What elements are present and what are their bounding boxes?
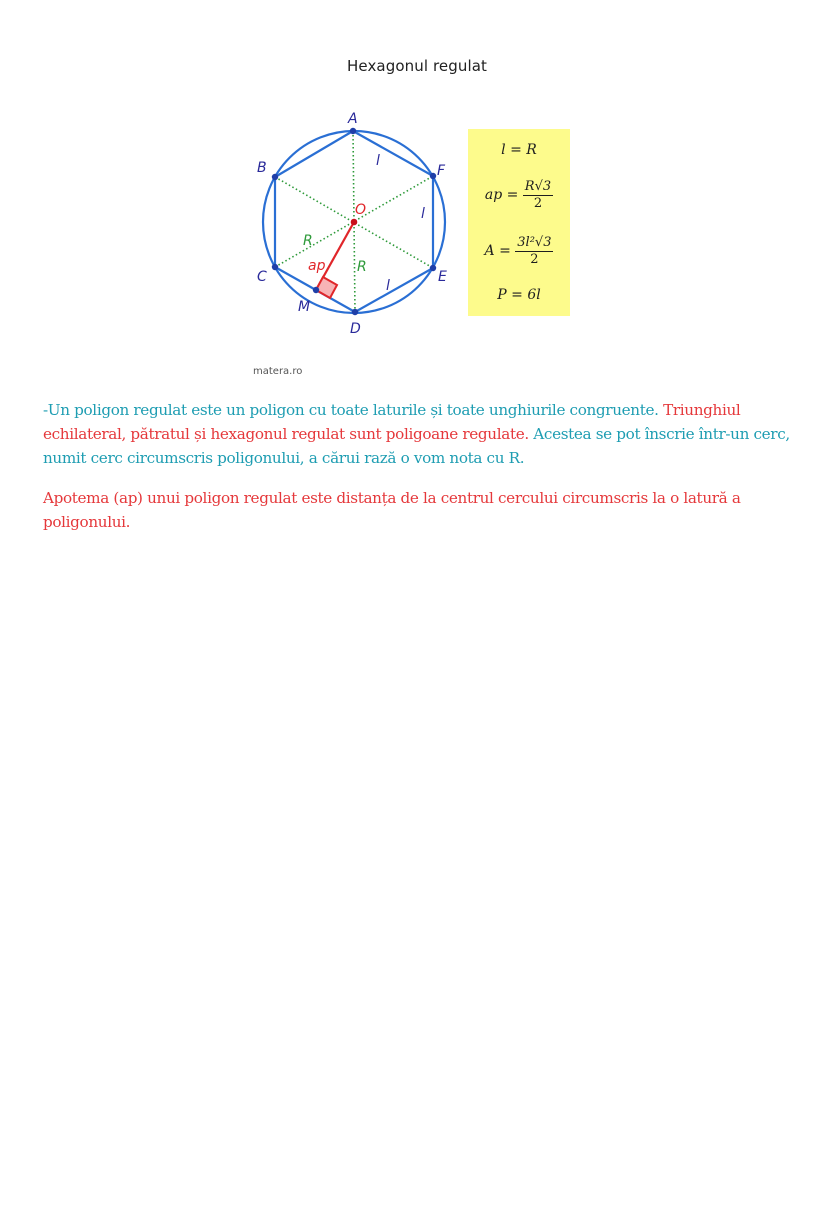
formula-area-fraction: [515, 235, 553, 267]
label-M: M: [298, 299, 311, 315]
label-radius-od: R: [357, 259, 367, 275]
label-apothem: ap: [308, 258, 326, 274]
formula-box: [468, 129, 570, 316]
formula-area-numerator: 3l²√3: [517, 235, 552, 250]
label-O: O: [355, 202, 367, 218]
watermark: matera.ro: [253, 366, 303, 377]
paragraph-regular-polygon: [43, 398, 803, 470]
label-side-fe: l: [421, 206, 425, 222]
formula-apothem-numerator: R√3: [524, 179, 552, 194]
formula-area-lhs: A =: [484, 243, 511, 259]
center-point: [351, 219, 358, 226]
formula-area-denominator: 2: [530, 252, 539, 267]
paragraph1-segment1: -Un poligon regulat este un poligon cu toate laturile și toate unghiurile congruente.: [43, 401, 664, 419]
paragraph1-segment2: Triunghiul echilateral, pătratul și hexagonul regulat sunt poligoane regulate.: [43, 401, 741, 443]
formula-apothem-lhs: ap =: [484, 187, 519, 203]
label-side-af: l: [376, 153, 380, 169]
formula-side: l = R: [501, 142, 537, 158]
label-D: D: [350, 321, 361, 337]
label-F: F: [437, 163, 446, 179]
paragraph1-segment3: Acestea se pot înscrie într-un cerc, numit cerc circumscris poligonului, a cărui rază o vom nota cu R.: [43, 425, 790, 467]
label-C: C: [257, 269, 267, 285]
hexagon-diagram: [0, 0, 828, 360]
figure-title: Hexagonul regulat: [347, 57, 487, 75]
formula-perimeter: P = 6l: [497, 287, 541, 303]
label-radius-oc: R: [303, 233, 313, 249]
formula-apothem: [468, 179, 570, 211]
label-E: E: [438, 269, 447, 285]
formula-apothem-fraction: [523, 179, 553, 211]
label-B: B: [257, 160, 267, 176]
right-angle-marker: [316, 277, 337, 298]
label-A: A: [348, 111, 358, 127]
formula-area: [468, 235, 570, 267]
formula-apothem-denominator: 2: [533, 196, 543, 211]
paragraph-apothem: Apotema (ap) unui poligon regulat este distanța de la centrul cercului circumscris la o latură a poligonului.: [43, 489, 741, 531]
label-side-ed: l: [386, 278, 390, 294]
